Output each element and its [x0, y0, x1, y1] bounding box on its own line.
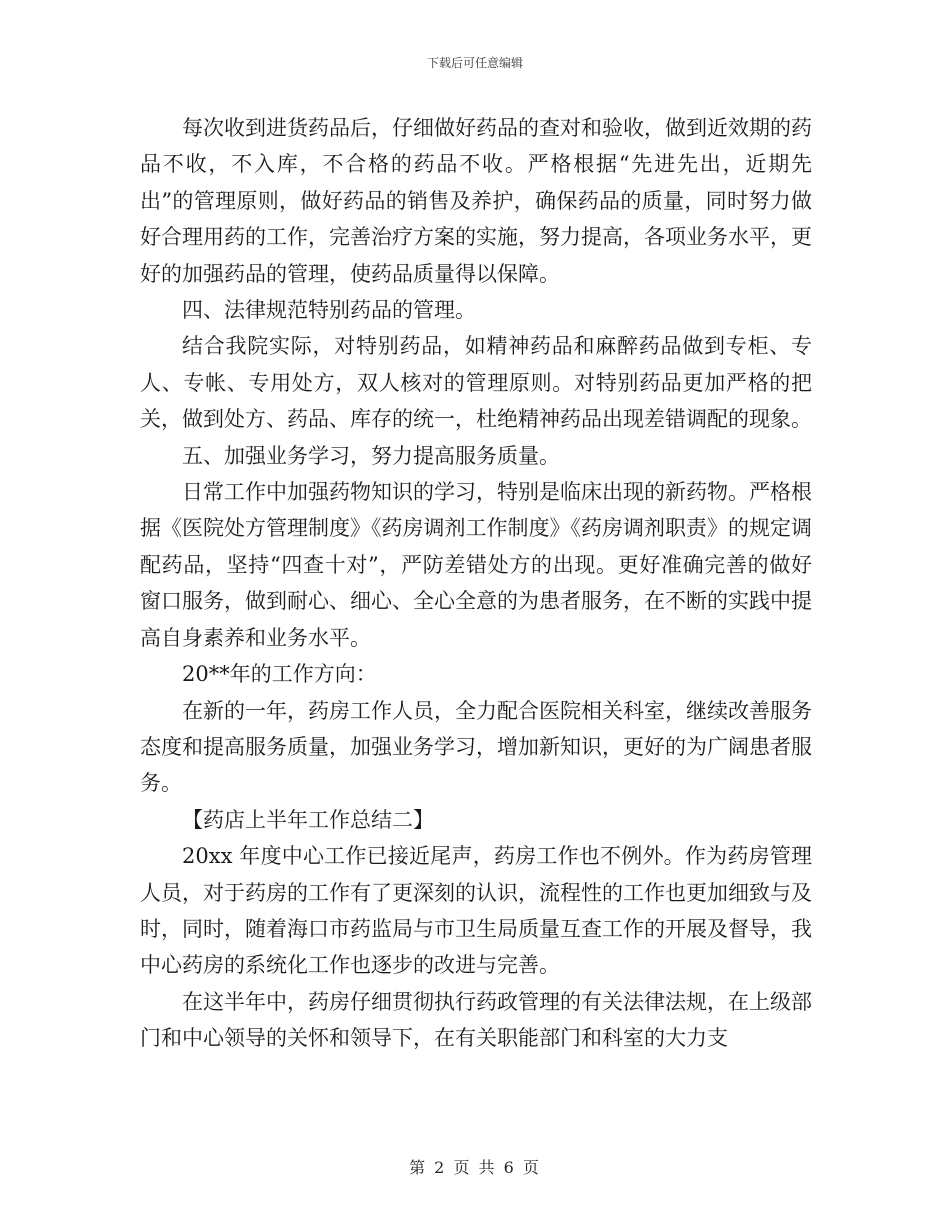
document-body	[140, 110, 812, 1057]
paragraph: 在这半年中，药房仔细贯彻执行药政管理的有关法律法规，在上级部门和中心领导的关怀和领导下，在有关职能部门和科室的大力支	[140, 989, 812, 1051]
paragraph: 20xx 年度中心工作已接近尾声，药房工作也不例外。作为药房管理人员，对于药房的工作有了更深刻的认识，流程性的工作也更加细致与及时，同时，随着海口市药监局与市卫生局质量互查工作的开展及督导，我中心药房的系统化工作也逐步的改进与完善。	[140, 844, 812, 978]
section-heading: 四、法律规范特别药品的管理。	[182, 298, 476, 323]
paragraph: 在新的一年，药房工作人员，全力配合医院相关科室，继续改善服务态度和提高服务质量，加强业务学习，增加新知识，更好的为广阔患者服务。	[140, 698, 812, 796]
section-heading: 【药店上半年工作总结二】	[182, 807, 434, 832]
paragraph: 结合我院实际，对特别药品，如精神药品和麻醉药品做到专柜、专人、专帐、专用处方，双人核对的管理原则。对特别药品更加严格的把关，做到处方、药品、库存的统一，杜绝精神药品出现差错调配的现象。	[140, 334, 812, 432]
paragraph: 日常工作中加强药物知识的学习，特别是临床出现的新药物。严格根据《医院处方管理制度》《药房调剂工作制度》《药房调剂职责》的规定调配药品，坚持“四查十对”，严防差错处方的出现。更好准确完善的做好窗口服务，做到耐心、细心、全心全意的为患者服务，在不断的实践中提高自身素养和业务水平。	[140, 480, 812, 650]
section-heading: 20**年的工作方向：	[182, 662, 377, 687]
paragraph: 每次收到进货药品后，仔细做好药品的查对和验收，做到近效期的药品不收，不入库，不合格的药品不收。严格根据“先进先出，近期先出”的管理原则，做好药品的销售及养护，确保药品的质量，同时努力做好合理用药的工作，完善治疗方案的实施，努力提高，各项业务水平，更好的加强药品的管理，使药品质量得以保障。	[140, 116, 812, 286]
section-heading: 五、加强业务学习，努力提高服务质量。	[182, 443, 560, 468]
page-number-footer: 第 2 页 共 6 页	[409, 1158, 541, 1177]
page-header: 下载后可任意编辑	[426, 56, 523, 70]
